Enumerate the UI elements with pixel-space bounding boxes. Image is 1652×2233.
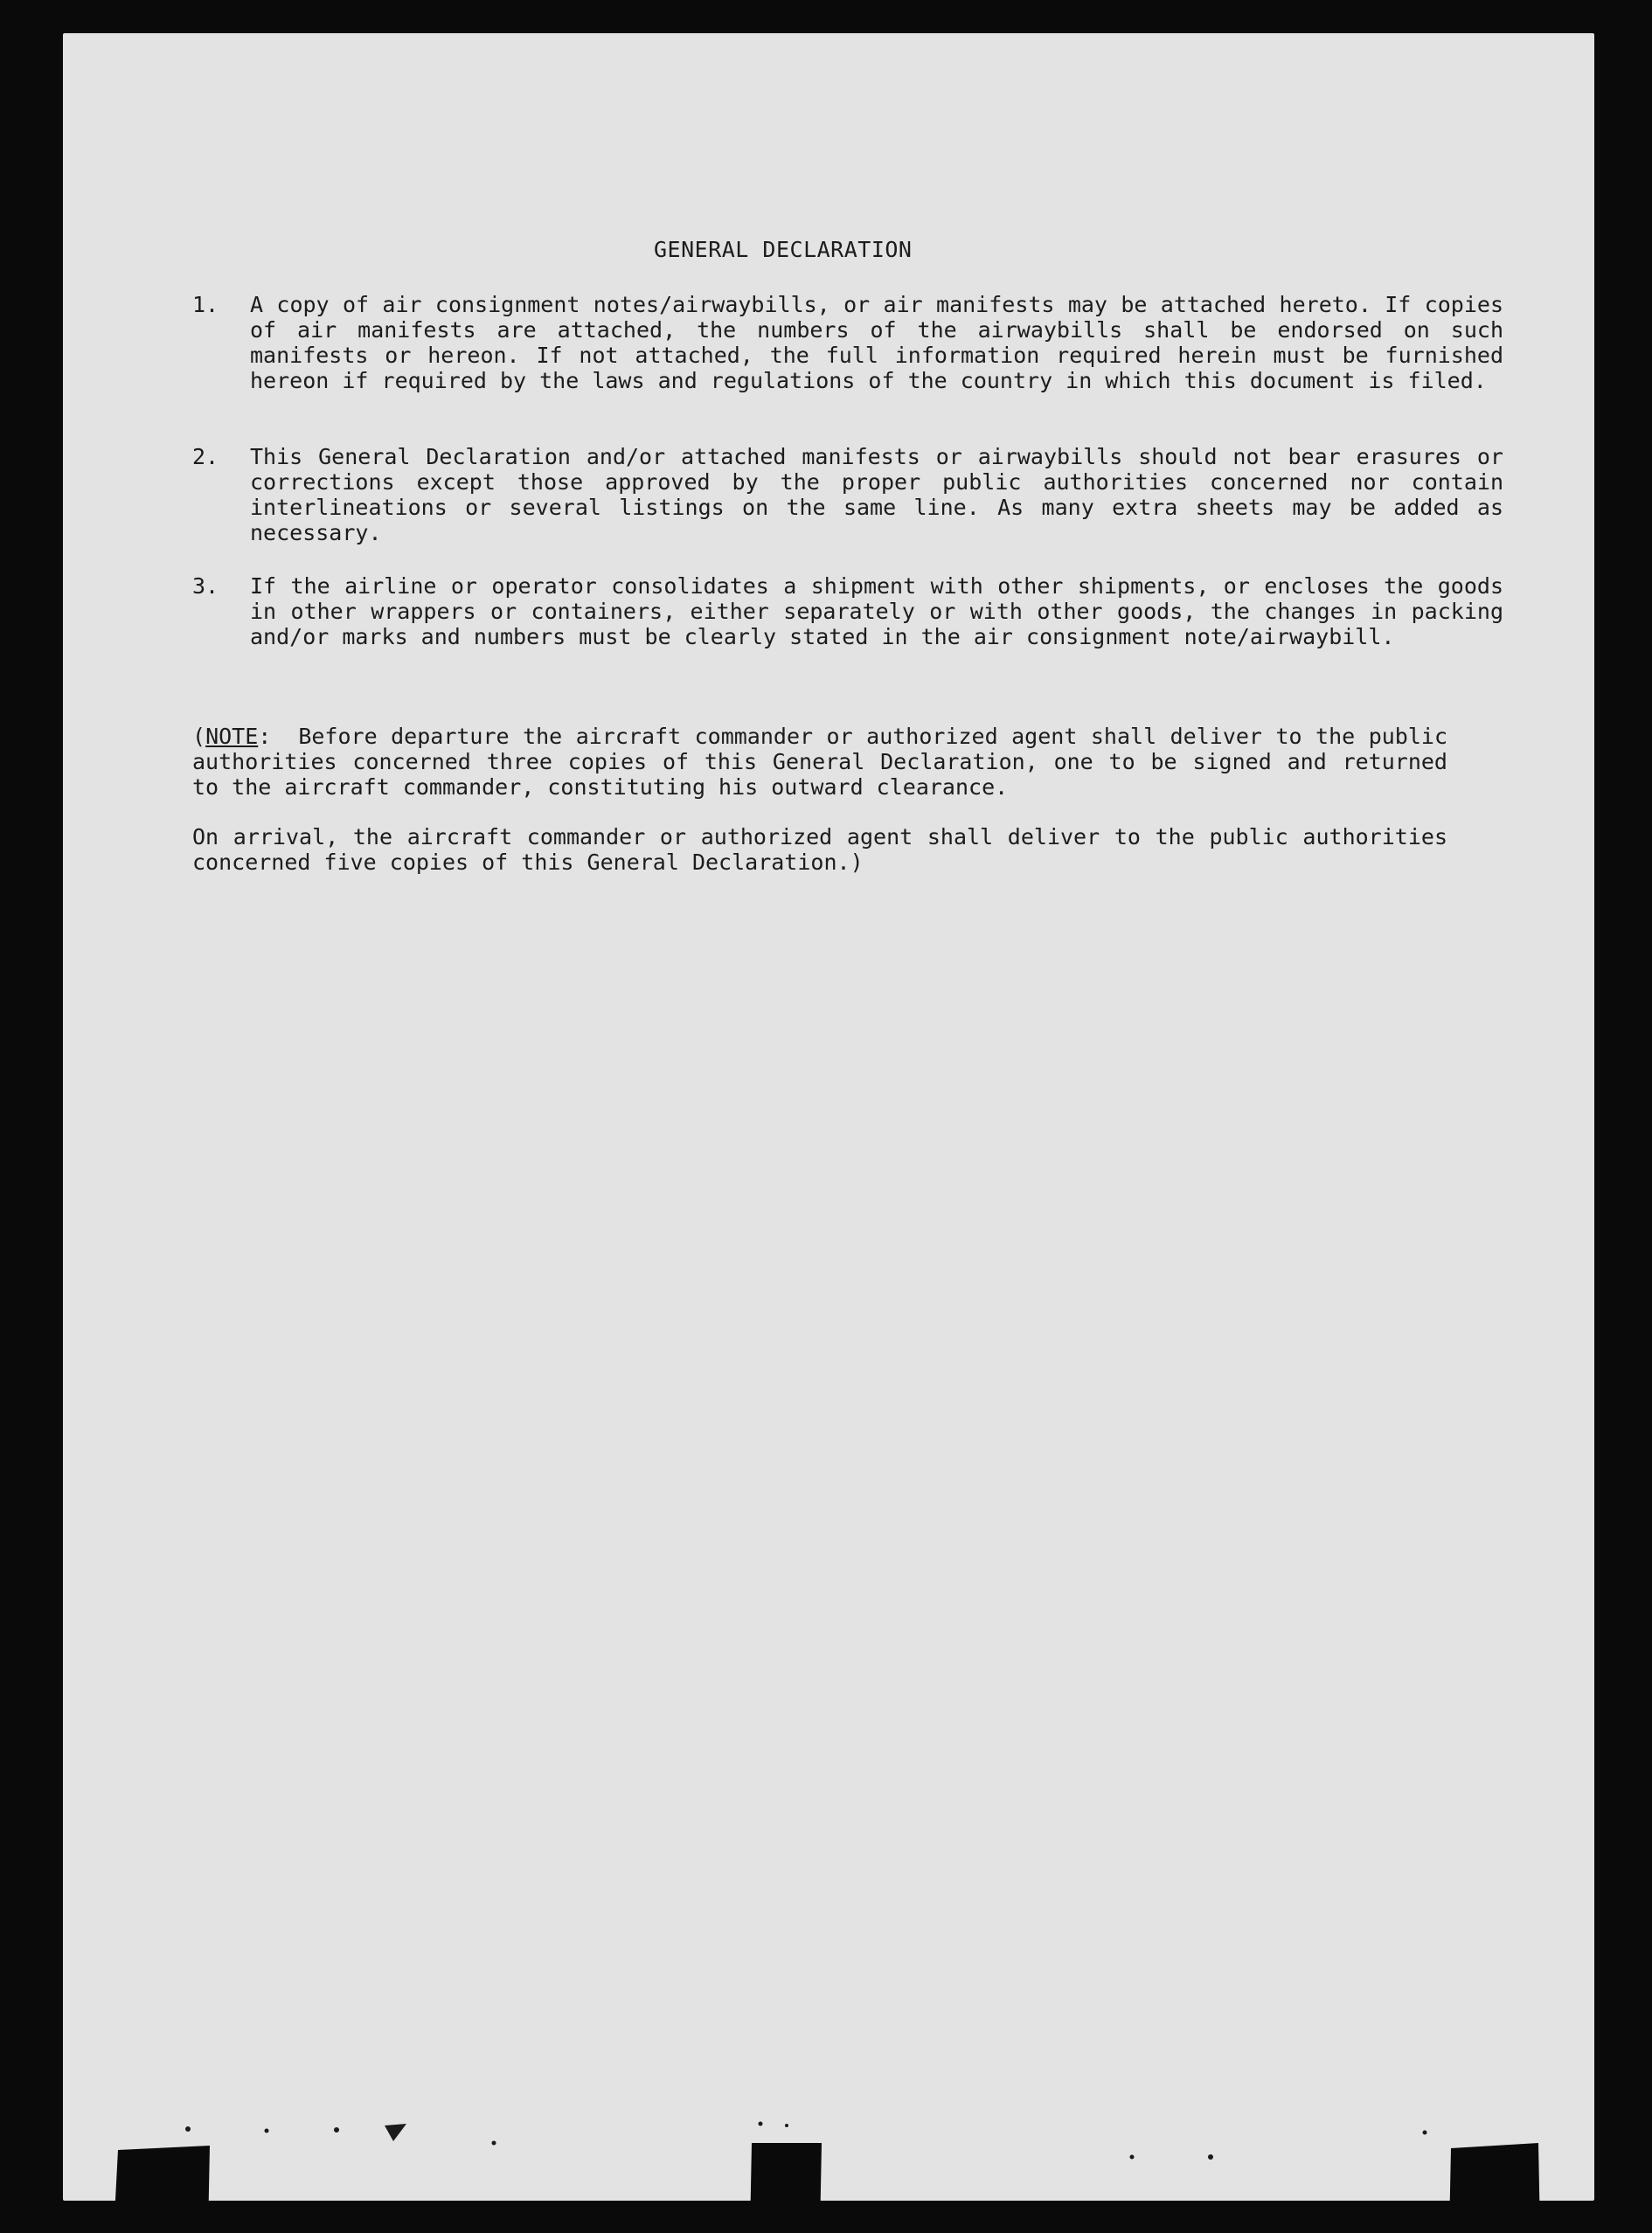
bottom-edge-shadow-left	[114, 2146, 210, 2233]
item-number: 1.	[192, 292, 219, 317]
document-title: GENERAL DECLARATION	[654, 237, 913, 262]
bottom-edge-shadow-right	[1449, 2143, 1540, 2233]
note-open-paren: (	[192, 724, 206, 749]
note-paragraph-2: On arrival, the aircraft commander or authorized agent shall deliver to the public authorities concerned five copies of this General Declaration.)	[192, 824, 1447, 875]
item-text: A copy of air consignment notes/airwaybills, or air manifests may be attached hereto. If copies of air manifests are attached, the numbers of the airwaybills shall be endorsed on such manifests or hereon. If not attached, the full information required herein must be furnished hereon if required by the laws and regulations of the country in which this document is filed.	[250, 292, 1503, 393]
bottom-edge-shadow-center	[750, 2143, 822, 2233]
note-heading-colon: :	[258, 724, 272, 749]
item-text: If the airline or operator consolidates a shipment with other shipments, or encloses the goods in other wrappers or containers, either separately or with other goods, the changes in packing and/or marks and numbers must be clearly stated in the air consignment note/airwaybill.	[250, 573, 1503, 649]
item-number: 2.	[192, 444, 219, 469]
item-number: 3.	[192, 573, 219, 599]
item-text: This General Declaration and/or attached manifests or airwaybills should not bear erasures or corrections except those approved by the proper public authorities concerned nor contain interlineations or several listings on the same line. As many extra sheets may be added as necessary.	[250, 444, 1503, 545]
note-text: Before departure the aircraft commander or authorized agent shall deliver to the public authorities concerned three copies of this General Declaration, one to be signed and returned to the aircraft commander, constituting his outward clearance.	[192, 724, 1447, 800]
note-heading: NOTE	[205, 724, 259, 749]
